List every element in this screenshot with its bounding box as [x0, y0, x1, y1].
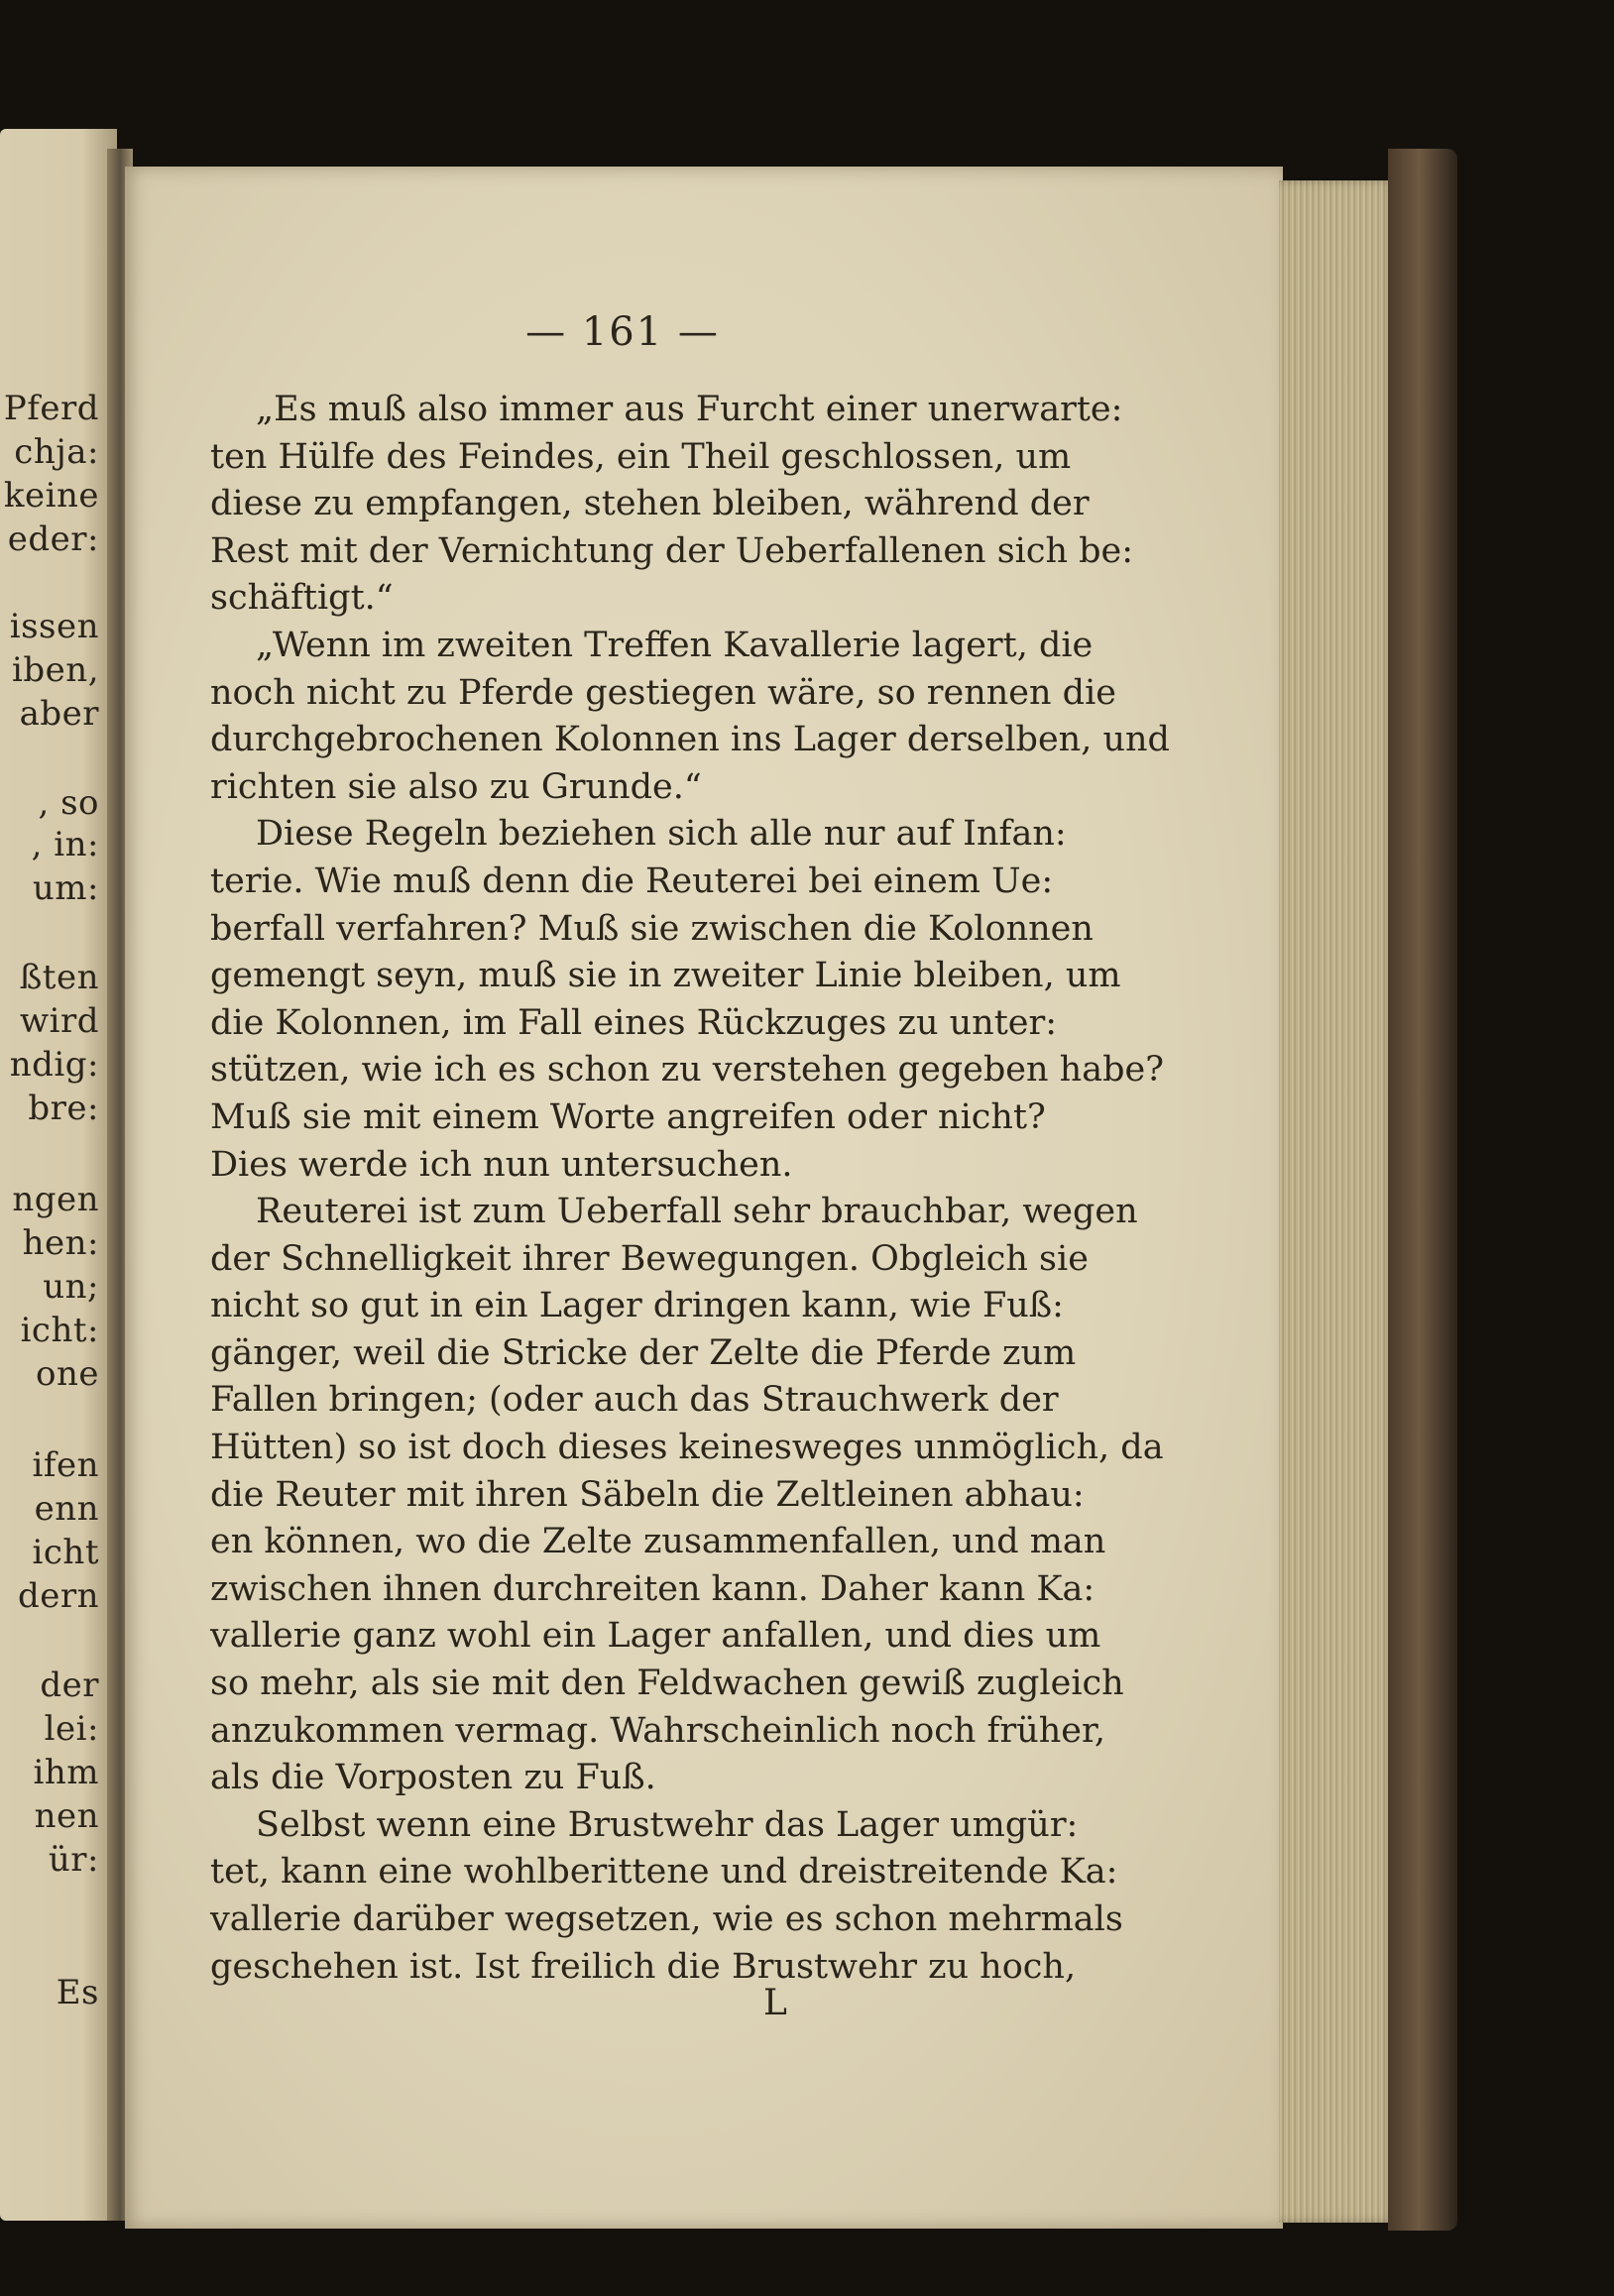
previous-page-fragment: keine: [3, 476, 99, 516]
previous-page-fragment: ihm: [33, 1753, 99, 1792]
text-line: richten sie also zu Grunde.“: [210, 766, 702, 807]
text-line: terie. Wie muß denn die Reuterei bei einem Ue:: [210, 861, 1054, 901]
text-line: vallerie ganz wohl ein Lager anfallen, und dies um: [210, 1616, 1101, 1657]
text-line: die Reuter mit ihren Säbeln die Zeltleinen abhau:: [210, 1474, 1085, 1515]
previous-page-fragment: iben,: [12, 650, 99, 690]
previous-page-fragment: hen:: [22, 1223, 99, 1263]
previous-page-fragment: Pferd: [3, 389, 99, 428]
previous-page-fragment: one: [36, 1354, 99, 1394]
previous-page-fragment: bre:: [28, 1089, 99, 1128]
previous-page-fragment: eder:: [7, 519, 99, 559]
text-line: Reuterei ist zum Ueberfall sehr brauchbar, wegen: [256, 1192, 1138, 1232]
text-line: Dies werde ich nun untersuchen.: [210, 1144, 793, 1185]
signature-mark: L: [763, 1983, 787, 2023]
text-line: geschehen ist. Ist freilich die Brustwehr zu hoch,: [210, 1946, 1077, 1987]
text-line: nicht so gut in ein Lager dringen kann, wie Fuß:: [210, 1286, 1064, 1326]
previous-page-fragment: icht:: [20, 1311, 99, 1350]
text-line: gemengt seyn, muß sie in zweiter Linie bleiben, um: [210, 956, 1121, 996]
text-line: Hütten) so ist doch dieses keinesweges unmöglich, da: [210, 1428, 1164, 1468]
previous-page-fragment: Es: [56, 1973, 99, 2012]
previous-page-fragment: ür:: [48, 1840, 99, 1880]
previous-page-fragment: lei:: [44, 1709, 99, 1749]
previous-page-fragment: um:: [32, 868, 99, 908]
previous-page-fragment: dern: [17, 1576, 99, 1616]
text-line: Selbst wenn eine Brustwehr das Lager umgür:: [256, 1804, 1079, 1845]
text-line: gänger, weil die Stricke der Zelte die Pferde zum: [210, 1332, 1077, 1373]
text-line: ten Hülfe des Feindes, ein Theil geschlossen, um: [210, 436, 1072, 477]
previous-page-fragment: ifen: [32, 1445, 99, 1485]
text-line: tet, kann eine wohlberittene und dreistreitende Ka:: [210, 1852, 1118, 1893]
previous-page-fragment: , in:: [31, 825, 99, 864]
previous-page-fragment: nen: [34, 1796, 99, 1836]
text-line: durchgebrochenen Kolonnen ins Lager derselben, und: [210, 720, 1170, 760]
text-line: so mehr, als sie mit den Feldwachen gewiß zugleich: [210, 1664, 1124, 1704]
text-line: die Kolonnen, im Fall eines Rückzuges zu unter:: [210, 1002, 1057, 1043]
text-line: berfall verfahren? Muß sie zwischen die Kolonnen: [210, 908, 1094, 949]
previous-page-fragment: der: [40, 1665, 99, 1705]
previous-page-fragment: aber: [19, 694, 99, 734]
previous-page-fragment: chja:: [14, 432, 99, 472]
text-line: „Es muß also immer aus Furcht einer unerwarte:: [256, 390, 1123, 429]
page-edges: [1279, 180, 1396, 2223]
previous-page-fragment: wird: [20, 1001, 99, 1041]
previous-page-fragment: ndig:: [9, 1045, 99, 1085]
text-line: als die Vorposten zu Fuß.: [210, 1758, 656, 1798]
text-line: stützen, wie ich es schon zu verstehen gegeben habe?: [210, 1050, 1164, 1091]
previous-page-fragment: ßten: [19, 958, 99, 997]
text-line: der Schnelligkeit ihrer Bewegungen. Obgleich sie: [210, 1238, 1089, 1279]
text-line: Diese Regeln beziehen sich alle nur auf Infan:: [256, 814, 1067, 855]
text-line: zwischen ihnen durchreiten kann. Daher kann Ka:: [210, 1568, 1095, 1609]
text-line: „Wenn im zweiten Treffen Kavallerie lagert, die: [256, 625, 1094, 665]
text-line: anzukommen vermag. Wahrscheinlich noch früher,: [210, 1710, 1106, 1751]
book-cover: [1388, 149, 1457, 2231]
previous-page-fragment: , so: [38, 783, 99, 823]
text-line: Muß sie mit einem Worte angreifen oder nicht?: [210, 1096, 1046, 1137]
body-text: [210, 387, 1170, 1991]
previous-page-fragment: icht: [32, 1533, 99, 1572]
text-line: diese zu empfangen, stehen bleiben, während der: [210, 484, 1090, 524]
text-line: vallerie darüber wegsetzen, wie es schon mehrmals: [210, 1899, 1123, 1939]
page-number: — 161 —: [525, 309, 720, 355]
text-line: Fallen bringen; (oder auch das Strauchwerk der: [210, 1380, 1059, 1421]
previous-page-fragment: enn: [34, 1489, 99, 1529]
text-line: noch nicht zu Pferde gestiegen wäre, so rennen die: [210, 672, 1116, 713]
previous-page-fragment: issen: [9, 607, 99, 646]
previous-page-fragment: un;: [43, 1267, 99, 1307]
text-line: Rest mit der Vernichtung der Ueberfallenen sich be:: [210, 530, 1134, 571]
text-line: schäftigt.“: [210, 578, 394, 619]
text-line: en können, wo die Zelte zusammenfallen, und man: [210, 1522, 1106, 1562]
previous-page-fragment: ngen: [12, 1180, 99, 1219]
